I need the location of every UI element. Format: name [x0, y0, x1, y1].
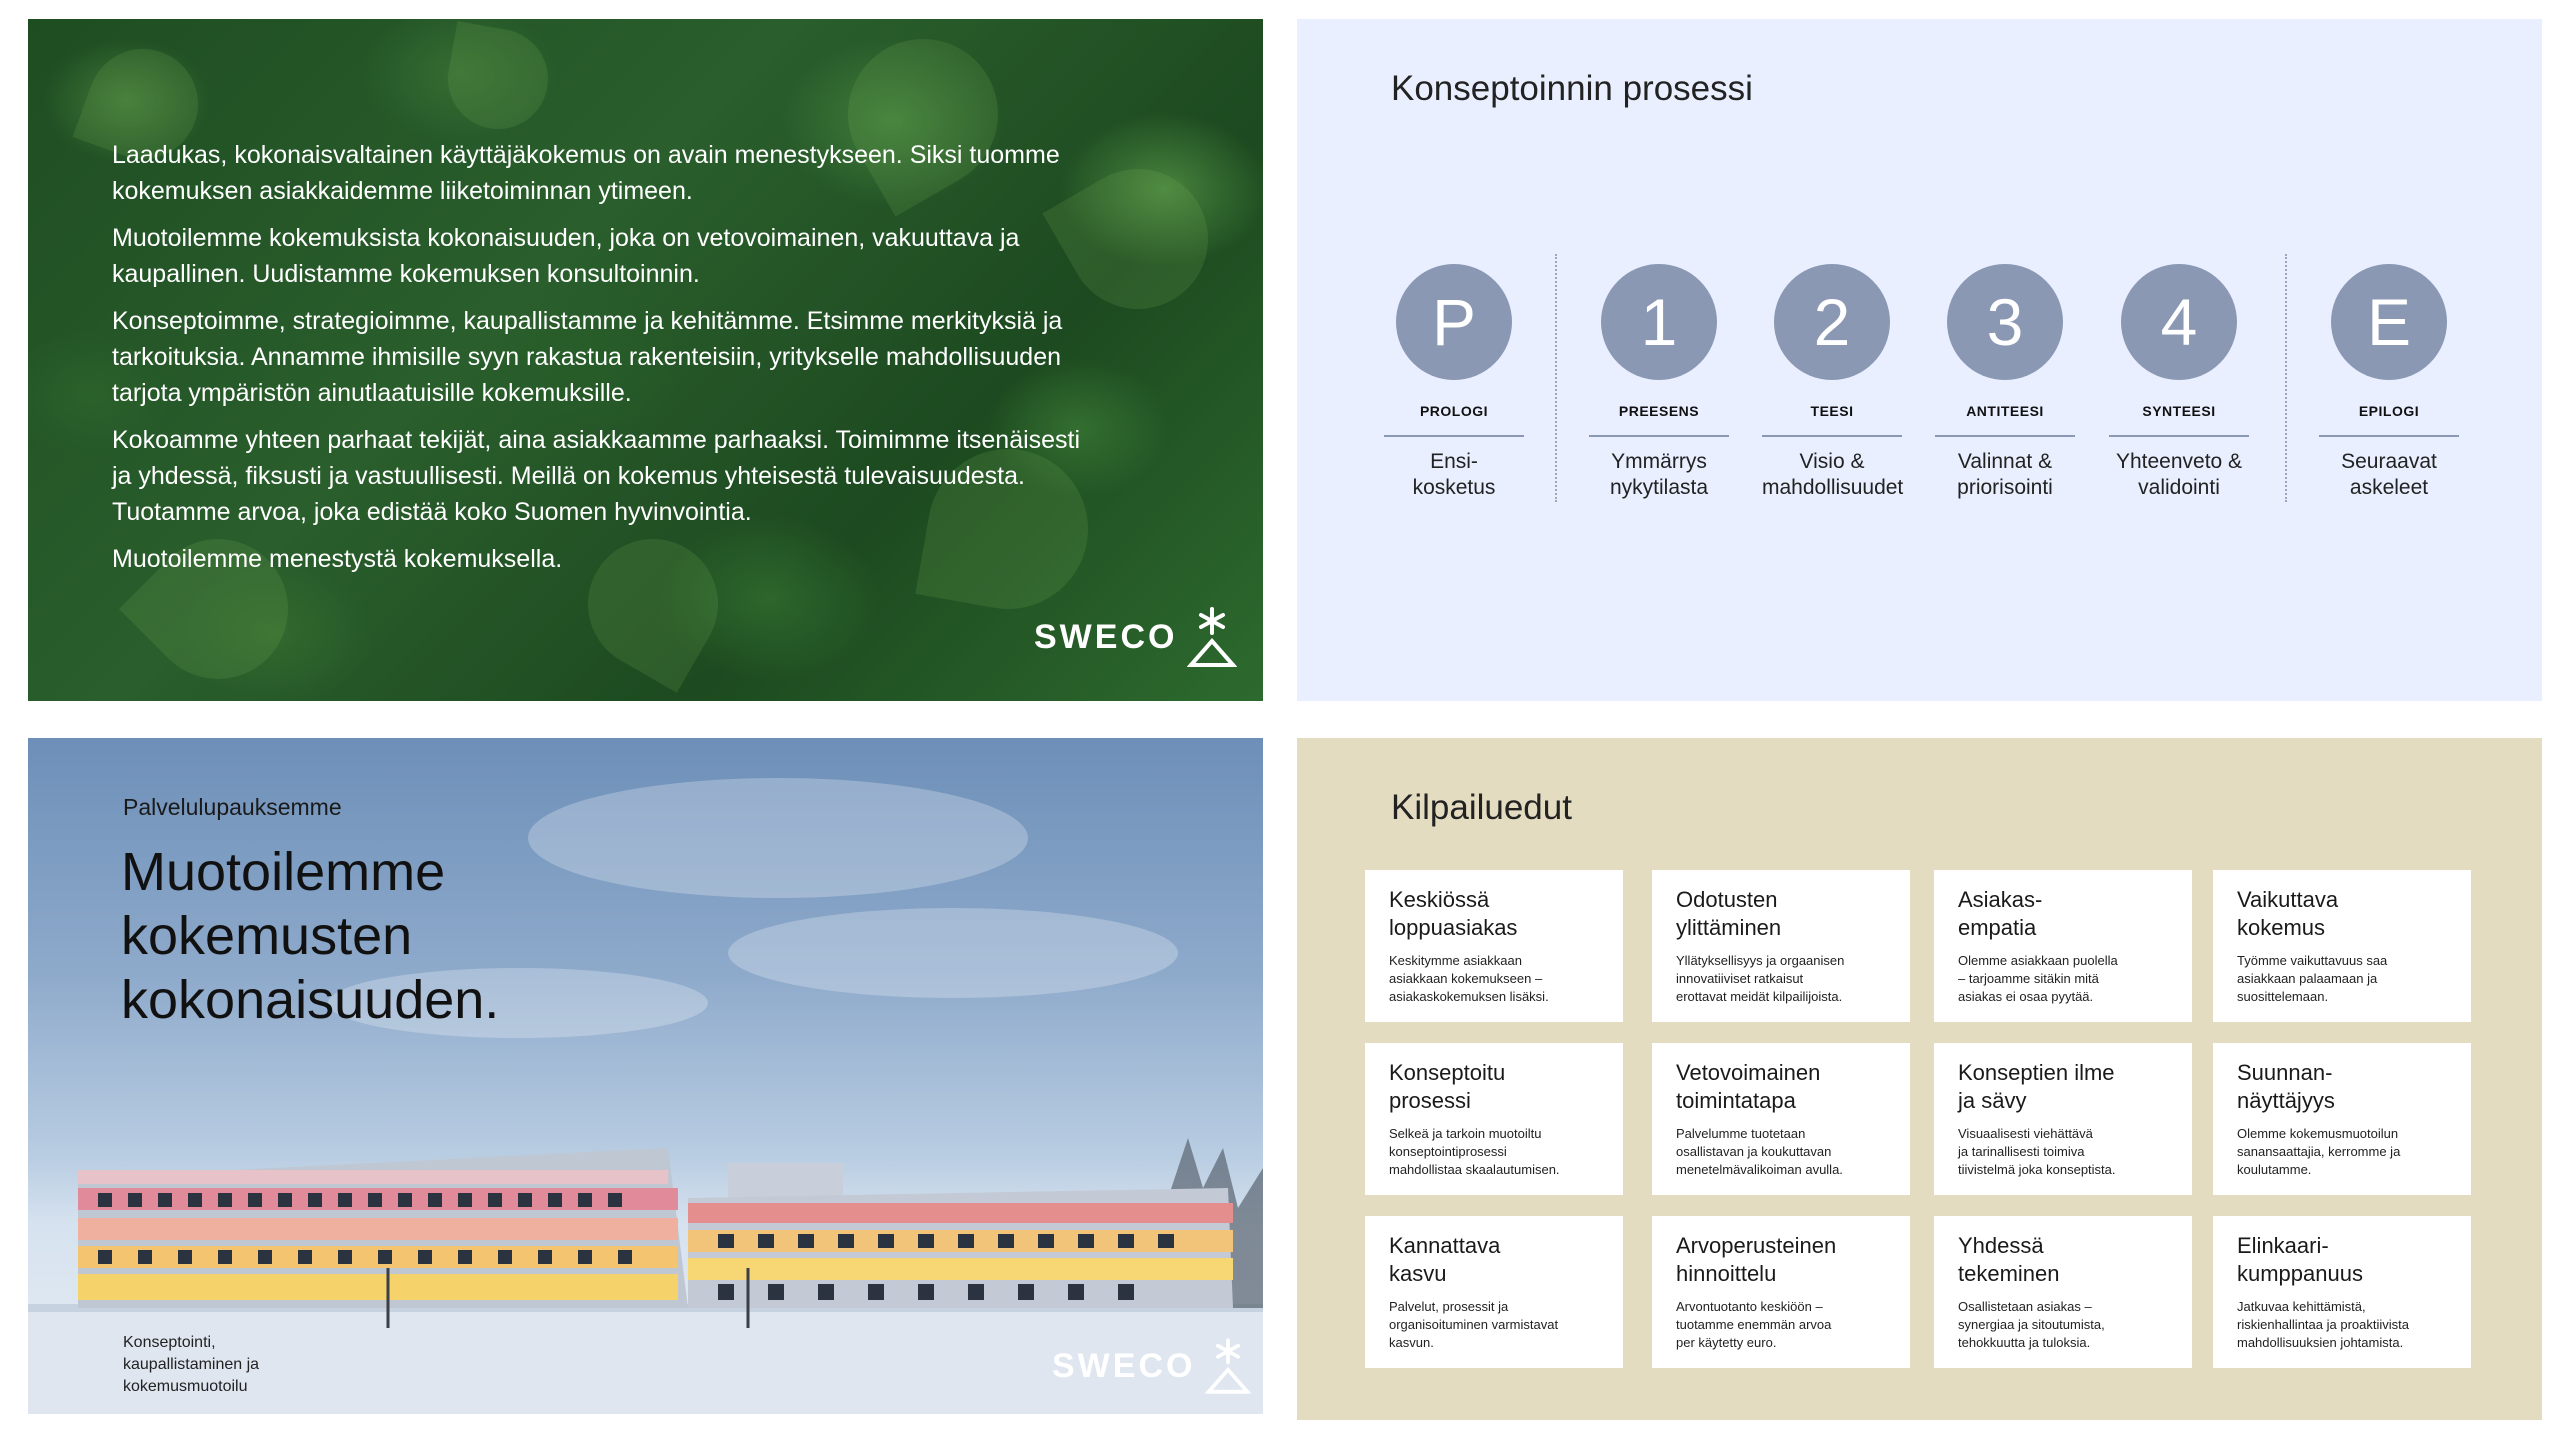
card-title-line: Vaikuttava [2237, 887, 2339, 912]
card-description-line: konseptointiprosessi [1389, 1144, 1507, 1159]
slide-service-promise [28, 738, 1263, 1414]
logo-wordmark: SWECO [1052, 1346, 1196, 1385]
step-circle: P [1396, 264, 1512, 380]
advantage-card [1652, 870, 1910, 1022]
step-divider [1762, 435, 1902, 437]
card-description [1958, 1125, 2168, 1179]
step-circle: 4 [2121, 264, 2237, 380]
card-description-line: Työmme vaikuttavuus saa [2237, 953, 2388, 968]
card-description-line: riskienhallintaa ja proaktiivista [2237, 1317, 2409, 1332]
card-title-line: ja sävy [1958, 1088, 2027, 1113]
sweco-logo [1052, 1338, 1251, 1394]
card-description-line: asiakkaan palaamaan ja [2237, 971, 2378, 986]
card-description-line: tehokkuutta ja tuloksia. [1958, 1335, 2091, 1350]
card-description-line: ja tarinallisesti toimiva [1958, 1144, 2085, 1159]
step-description [1935, 449, 2075, 501]
sweco-logo-icon [1187, 607, 1237, 667]
step-name: PROLOGI [1419, 403, 1489, 419]
caption-line: kaupallistaminen ja [123, 1356, 260, 1373]
card-description-line: Osallistetaan asiakas – [1958, 1299, 2092, 1314]
card-title-line: tekeminen [1958, 1261, 2060, 1286]
card-title-line: kumppanuus [2237, 1261, 2363, 1286]
step-circle: 2 [1774, 264, 1890, 380]
step-name: EPILOGI [2358, 403, 2420, 419]
card-title-line: toimintatapa [1676, 1088, 1796, 1113]
card-description [1389, 1125, 1599, 1179]
card-title-line: kasvu [1389, 1261, 1447, 1286]
card-description-line: Jatkuvaa kehittämistä, [2237, 1299, 2366, 1314]
card-description-line: Keskitymme asiakkaan [1389, 953, 1522, 968]
card-description-line: Arvontuotanto keskiöön – [1676, 1299, 1823, 1314]
step-divider [1935, 435, 2075, 437]
card-title [1389, 886, 1599, 942]
step-description-line: Visio & [1799, 450, 1865, 473]
advantage-card [2213, 870, 2471, 1022]
card-title-line: Asiakas- [1958, 887, 2043, 912]
card-title-line: Keskiössä [1389, 887, 1490, 912]
card-description-line: mahdollistaa skaalautumisen. [1389, 1162, 1560, 1177]
caption-line: kokemusmuotoilu [123, 1378, 248, 1395]
section-divider [2285, 254, 2287, 502]
step-description [1589, 449, 1729, 501]
slide-title: Kilpailuedut [1391, 788, 1572, 827]
section-divider [1555, 254, 1557, 502]
sweco-logo-icon [1205, 1338, 1251, 1394]
process-step-4 [2109, 264, 2249, 501]
advantage-card [1365, 1216, 1623, 1368]
card-title-line: kokemus [2237, 915, 2326, 940]
card-description-line: kasvun. [1389, 1335, 1434, 1350]
step-divider [2319, 435, 2459, 437]
step-description [2319, 449, 2459, 501]
card-title-line: Konseptien ilme [1958, 1060, 2115, 1085]
mission-paragraph: Konseptoimme, strategioimme, kaupallistamme ja kehitämme. Etsimme merkityksiä ja tarkoituksia. Annamme ihmisille syyn rakastua rakenteisiin, yritykselle mahdollisuuden tarjota ympäristön ainutlaatuisille kokemuksille. [112, 307, 1063, 407]
step-description [2109, 449, 2249, 501]
step-description-line: Ymmärrys [1611, 450, 1707, 473]
step-name: SYNTEESI [2142, 403, 2216, 419]
card-description-line: Selkeä ja tarkoin muotoiltu [1389, 1126, 1542, 1141]
card-title [2237, 1059, 2447, 1115]
step-name: ANTITEESI [1966, 403, 2044, 419]
card-description-line: koulutamme. [2237, 1162, 2312, 1177]
advantage-card [2213, 1216, 2471, 1368]
slide-title: Konseptoinnin prosessi [1391, 69, 1753, 108]
card-title-line: Konseptoitu [1389, 1060, 1506, 1085]
step-circle: 1 [1601, 264, 1717, 380]
headline-line: kokonaisuuden. [121, 970, 500, 1030]
card-description-line: mahdollisuuksien johtamista. [2237, 1335, 2404, 1350]
card-description [2237, 952, 2447, 1006]
card-description-line: tiivistelmä joka konseptista. [1958, 1162, 2116, 1177]
slide-concept-process [1297, 19, 2542, 701]
step-description-line: Ensi- [1430, 450, 1478, 473]
process-step-1 [1589, 264, 1729, 501]
card-description [2237, 1125, 2447, 1179]
advantage-card [1934, 1216, 2192, 1368]
card-description-line: Yllätyksellisyys ja orgaanisen [1676, 953, 1845, 968]
card-title-line: ylittäminen [1676, 915, 1782, 940]
card-description [1676, 1125, 1886, 1179]
headline-line: kokemusten [121, 906, 413, 966]
card-title [1676, 886, 1886, 942]
step-description-line: Valinnat & [1957, 450, 2053, 473]
step-description-line: priorisointi [1957, 476, 2053, 499]
card-description [1389, 952, 1599, 1006]
step-description-line: nykytilasta [1609, 476, 1709, 499]
card-title-line: Elinkaari- [2237, 1233, 2329, 1258]
sweco-logo [1034, 607, 1237, 667]
card-description-line: Palvelut, prosessit ja [1389, 1299, 1509, 1314]
card-title-line: Vetovoimainen [1676, 1060, 1821, 1085]
step-description-line: askeleet [2349, 476, 2429, 499]
process-step-epilogue [2319, 264, 2459, 501]
card-title [2237, 1232, 2447, 1288]
card-description [2237, 1298, 2447, 1352]
card-title [1958, 1059, 2168, 1115]
card-description-line: suosittelemaan. [2237, 989, 2329, 1004]
card-title [1676, 1232, 1886, 1288]
card-description [1676, 952, 1886, 1006]
card-title-line: Kannattava [1389, 1233, 1501, 1258]
step-circle: E [2331, 264, 2447, 380]
card-description-line: sanansaattajia, kerromme ja [2237, 1144, 2401, 1159]
card-description-line: Palvelumme tuotetaan [1676, 1126, 1806, 1141]
mission-text [112, 137, 1092, 588]
advantage-card [1934, 1043, 2192, 1195]
card-description-line: Olemme kokemusmuotoilun [2237, 1126, 2399, 1141]
eyebrow-label: Palvelulupauksemme [123, 794, 342, 820]
step-description-line: kosketus [1412, 476, 1496, 499]
advantage-card [2213, 1043, 2471, 1195]
card-description-line: erottavat meidät kilpailijoista. [1676, 989, 1843, 1004]
card-description-line: per käytetty euro. [1676, 1335, 1777, 1350]
process-step-prologue [1384, 264, 1524, 501]
advantage-card [1652, 1043, 1910, 1195]
step-divider [1589, 435, 1729, 437]
card-description-line: menetelmävalikoiman avulla. [1676, 1162, 1843, 1177]
card-title [1676, 1059, 1886, 1115]
step-description-line: Seuraavat [2341, 450, 2437, 473]
card-description-line: organisoituminen varmistavat [1389, 1317, 1559, 1332]
card-title [1958, 1232, 2168, 1288]
step-description-line: Yhteenveto & [2115, 450, 2243, 473]
advantage-card [1934, 870, 2192, 1022]
card-description-line: asiakkaan kokemukseen – [1389, 971, 1543, 986]
headline [121, 840, 499, 1032]
card-description-line: osallistavan ja koukuttavan [1676, 1144, 1832, 1159]
step-description [1384, 449, 1524, 501]
card-title-line: Arvoperusteinen [1676, 1233, 1837, 1258]
advantage-card [1652, 1216, 1910, 1368]
advantage-card [1365, 870, 1623, 1022]
card-description-line: Olemme asiakkaan puolella [1958, 953, 2118, 968]
card-title-line: Yhdessä [1958, 1233, 2044, 1258]
slide-competitive-advantages [1297, 738, 2542, 1420]
mission-paragraph: Muotoilemme kokemuksista kokonaisuuden, joka on vetovoimainen, vakuuttava ja kaupallinen. Uudistamme kokemuksen konsultoinnin. [112, 224, 1020, 288]
caption-line: Konseptointi, [123, 1334, 216, 1351]
step-divider [1384, 435, 1524, 437]
step-divider [2109, 435, 2249, 437]
step-description-line: validointi [2138, 476, 2220, 499]
advantage-card [1365, 1043, 1623, 1195]
step-circle: 3 [1947, 264, 2063, 380]
card-title [1958, 886, 2168, 942]
mission-paragraph: Laadukas, kokonaisvaltainen käyttäjäkokemus on avain menestykseen. Siksi tuomme kokemuksen asiakkaidemme liiketoiminnan ytimeen. [112, 141, 1060, 205]
card-title-line: empatia [1958, 915, 2037, 940]
card-title-line: loppuasiakas [1389, 915, 1518, 940]
card-title-line: hinnoittelu [1676, 1261, 1777, 1286]
card-description-line: Visuaalisesti viehättävä [1958, 1126, 2093, 1141]
card-title-line: näyttäjyys [2237, 1088, 2335, 1113]
mission-paragraph: Kokoamme yhteen parhaat tekijät, aina asiakkaamme parhaaksi. Toimimme itsenäisesti ja yhdessä, fiksusti ja vastuullisesti. Meillä on kokemus yhteisestä tulevaisuudesta. Tuotamme arvoa, joka edistää koko Suomen hyvinvointia. [112, 426, 1081, 526]
card-description [1389, 1298, 1599, 1352]
card-description [1676, 1298, 1886, 1352]
process-step-3 [1935, 264, 2075, 501]
step-name: TEESI [1810, 403, 1854, 419]
photo-caption [123, 1332, 259, 1398]
card-description-line: asiakas ei osaa pyytää. [1958, 989, 2094, 1004]
card-description-line: synergiaa ja sitoutumista, [1958, 1317, 2105, 1332]
step-description [1762, 449, 1902, 501]
slide-mission-statement [28, 19, 1263, 701]
card-description [1958, 952, 2168, 1006]
card-description-line: – tarjoamme sitäkin mitä [1958, 971, 2099, 986]
card-title [2237, 886, 2447, 942]
step-name: PREESENS [1618, 403, 1700, 419]
mission-paragraph: Muotoilemme menestystä kokemuksella. [112, 545, 563, 573]
card-description-line: innovatiiviset ratkaisut [1676, 971, 1804, 986]
logo-wordmark: SWECO [1034, 617, 1178, 656]
card-description-line: tuotamme enemmän arvoa [1676, 1317, 1832, 1332]
process-step-2 [1762, 264, 1902, 501]
card-title-line: Odotusten [1676, 887, 1778, 912]
card-title [1389, 1059, 1599, 1115]
card-title-line: Suunnan- [2237, 1060, 2333, 1085]
card-description [1958, 1298, 2168, 1352]
step-description-line: mahdollisuudet [1762, 476, 1904, 499]
card-title [1389, 1232, 1599, 1288]
card-title-line: prosessi [1389, 1088, 1471, 1113]
card-description-line: asiakaskokemuksen lisäksi. [1389, 989, 1549, 1004]
headline-line: Muotoilemme [121, 842, 446, 902]
